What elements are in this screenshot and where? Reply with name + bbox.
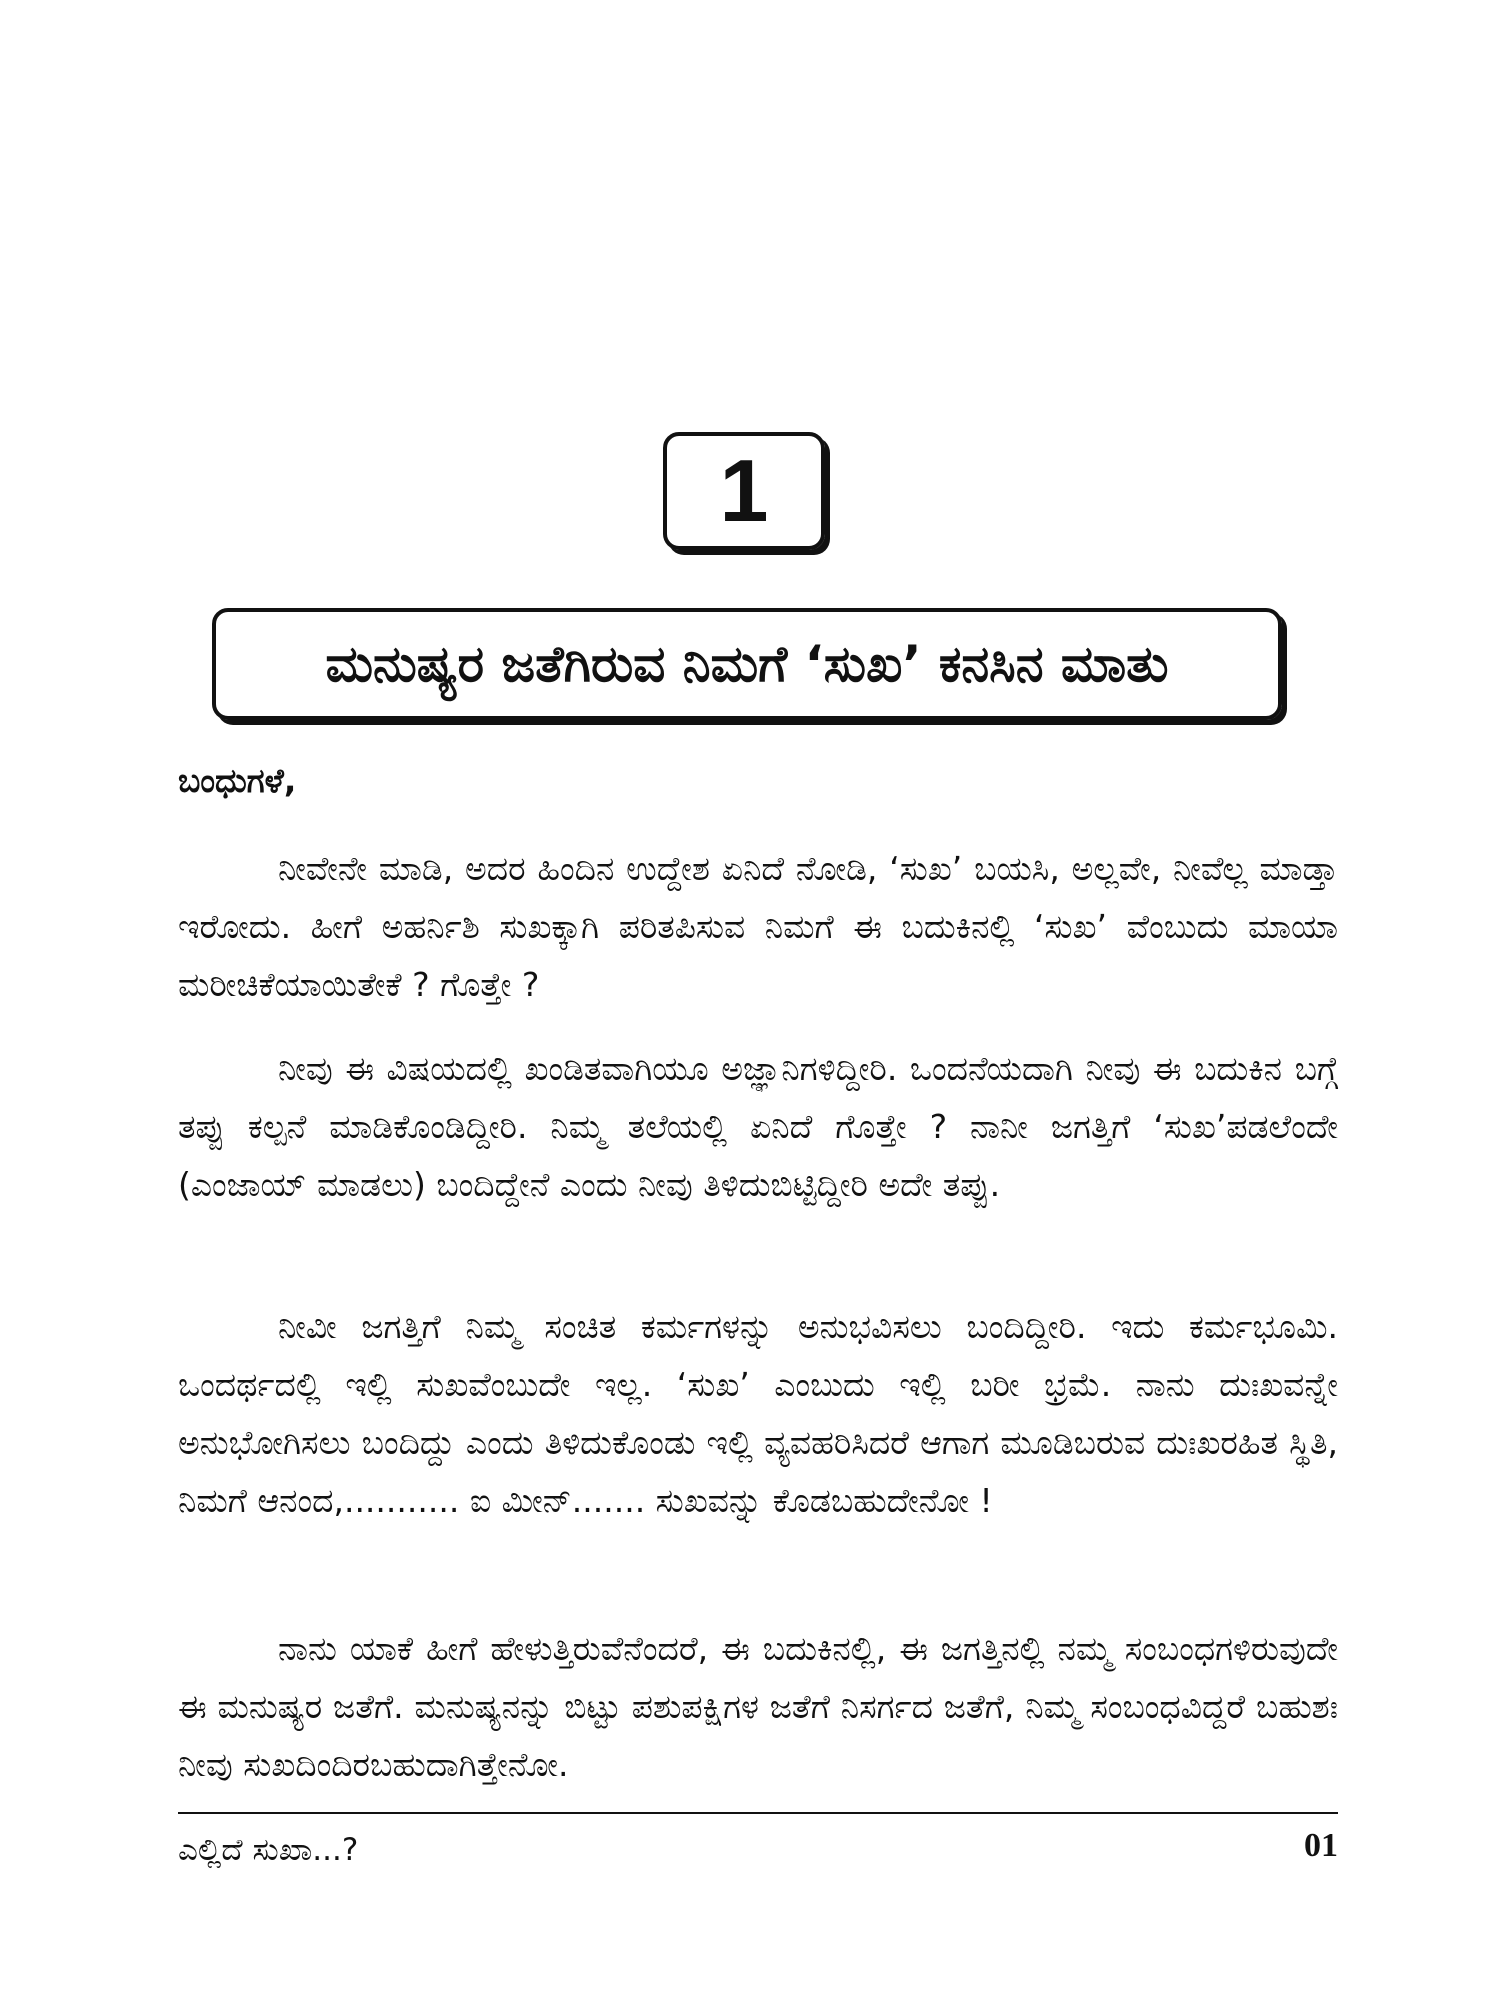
salutation: ಬಂಧುಗಳೆ,	[178, 761, 297, 800]
page-number: 01	[1304, 1827, 1338, 1864]
chapter-number-box	[663, 432, 825, 550]
paragraph: ನೀವು ಈ ವಿಷಯದಲ್ಲಿ ಖಂಡಿತವಾಗಿಯೂ ಅಜ್ಞಾನಿಗಳಿದ್ದೀರಿ. ಒಂದನೆಯದಾಗಿ ನೀವು ಈ ಬದುಕಿನ ಬಗ್ಗೆ ತಪ್ಪು ಕಲ್ಪನೆ ಮಾಡಿಕೊಂಡಿದ್ದೀರಿ. ನಿಮ್ಮ ತಲೆಯಲ್ಲಿ ಏನಿದೆ ಗೊತ್ತೇ ? ನಾನೀ ಜಗತ್ತಿಗೆ ‘ಸುಖ’ಪಡಲೆಂದೇ (ಎಂಜಾಯ್ ಮಾಡಲು) ಬಂದಿದ್ದೇನೆ ಎಂದು ನೀವು ತಿಳಿದುಬಿಟ್ಟಿದ್ದೀರಿ ಅದೇ ತಪ್ಪು.	[178, 1049, 1338, 1204]
chapter-title: ಮನುಷ್ಯರ ಜತೆಗಿರುವ ನಿಮಗೆ ‘ಸುಖ’ ಕನಸಿನ ಮಾತು	[325, 634, 1169, 693]
running-footer-title: ಎಲ್ಲಿದೆ ಸುಖಾ...?	[178, 1832, 359, 1868]
paragraph: ನೀವೇನೇ ಮಾಡಿ, ಅದರ ಹಿಂದಿನ ಉದ್ದೇಶ ಏನಿದೆ ನೋಡಿ, ‘ಸುಖ’ ಬಯಸಿ, ಅಲ್ಲವೇ, ನೀವೆಲ್ಲ ಮಾಡ್ತಾ ಇರೋದು. ಹೀಗೆ ಅಹರ್ನಿಶಿ ಸುಖಕ್ಕಾಗಿ ಪರಿತಪಿಸುವ ನಿಮಗೆ ಈ ಬದುಕಿನಲ್ಲಿ ‘ಸುಖ’ ವೆಂಬುದು ಮಾಯಾ ಮರೀಚಿಕೆಯಾಯಿತೇಕೆ ? ಗೊತ್ತೇ ?	[178, 849, 1338, 1004]
paragraph: ನೀವೀ ಜಗತ್ತಿಗೆ ನಿಮ್ಮ ಸಂಚಿತ ಕರ್ಮಗಳನ್ನು ಅನುಭವಿಸಲು ಬಂದಿದ್ದೀರಿ. ಇದು ಕರ್ಮಭೂಮಿ. ಒಂದರ್ಥದಲ್ಲಿ ಇಲ್ಲಿ ಸುಖವೆಂಬುದೇ ಇಲ್ಲ. ‘ಸುಖ’ ಎಂಬುದು ಇಲ್ಲಿ ಬರೀ ಭ್ರಮೆ. ನಾನು ದುಃಖವನ್ನೇ ಅನುಭೋಗಿಸಲು ಬಂದಿದ್ದು ಎಂದು ತಿಳಿದುಕೊಂಡು ಇಲ್ಲಿ ವ್ಯವಹರಿಸಿದರೆ ಆಗಾಗ ಮೂಡಿಬರುವ ದುಃಖರಹಿತ ಸ್ಥಿತಿ, ನಿಮಗೆ ಆನಂದ,........... ಐ ಮೀನ್....... ಸುಖವನ್ನು ಕೊಡಬಹುದೇನೋ !	[178, 1307, 1338, 1520]
footer-divider	[178, 1812, 1338, 1814]
paragraph: ನಾನು ಯಾಕೆ ಹೀಗೆ ಹೇಳುತ್ತಿರುವೆನೆಂದರೆ, ಈ ಬದುಕಿನಲ್ಲಿ, ಈ ಜಗತ್ತಿನಲ್ಲಿ ನಮ್ಮ ಸಂಬಂಧಗಳಿರುವುದೇ ಈ ಮನುಷ್ಯರ ಜತೆಗೆ. ಮನುಷ್ಯನನ್ನು ಬಿಟ್ಟು ಪಶುಪಕ್ಷಿಗಳ ಜತೆಗೆ ನಿಸರ್ಗದ ಜತೆಗೆ, ನಿಮ್ಮ ಸಂಬಂಧವಿದ್ದರೆ ಬಹುಶಃ ನೀವು ಸುಖದಿಂದಿರಬಹುದಾಗಿತ್ತೇನೋ.	[178, 1629, 1338, 1784]
chapter-number: 1	[719, 441, 769, 540]
chapter-title-box	[212, 608, 1282, 720]
